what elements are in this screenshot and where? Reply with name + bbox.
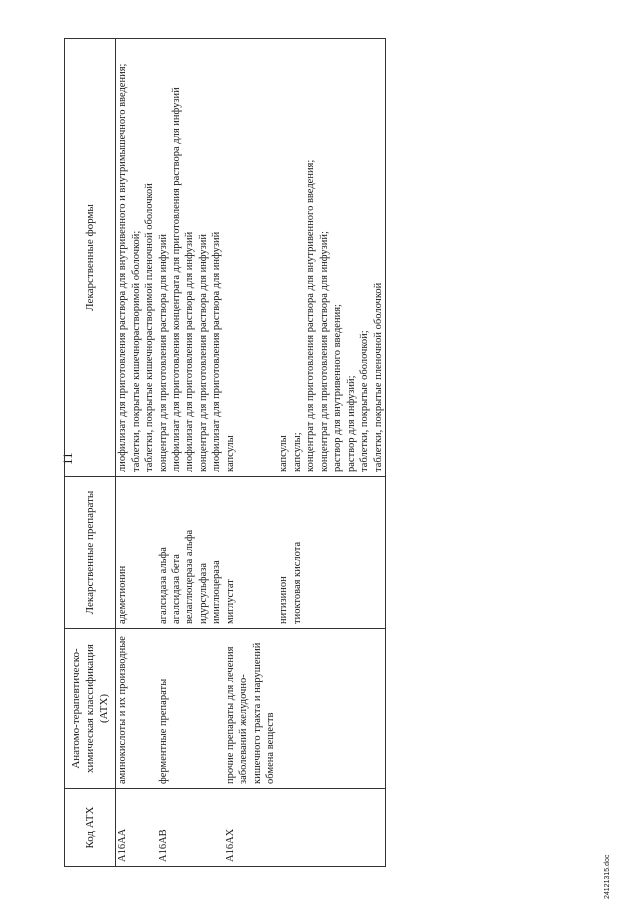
atc-class-cell	[170, 629, 183, 789]
drug-name-cell: адеметионин	[116, 477, 157, 629]
atc-class-cell	[277, 629, 290, 789]
atc-code-cell	[291, 789, 386, 867]
dosage-forms-cell	[183, 39, 196, 477]
drug-name-cell: тиоктовая кислота	[291, 477, 386, 629]
drug-name-cell: велаглюцераза альфа	[183, 477, 196, 629]
table-row	[224, 39, 278, 867]
dosage-forms-cell	[210, 39, 223, 477]
atc-class-cell	[197, 629, 210, 789]
drug-table	[64, 38, 386, 867]
table-row	[157, 39, 170, 867]
drug-name-cell: агалсидаза альфа	[157, 477, 170, 629]
table-row	[170, 39, 183, 867]
atc-code-cell: A16AX	[224, 789, 278, 867]
atc-class-cell: ферментные препараты	[157, 629, 170, 789]
atc-class-cell	[183, 629, 196, 789]
dosage-form-line: лиофилизат для приготовления раствора для инфузий	[184, 231, 196, 472]
dosage-forms-cell	[224, 39, 278, 477]
header-atc-class: Анатомо-терапевтическо-химическая классификация (АТХ)	[65, 629, 116, 789]
dosage-forms-cell	[291, 39, 386, 477]
atc-class-cell	[210, 629, 223, 789]
dosage-form-line: раствор для инфузий;	[345, 375, 357, 472]
atc-class-cell: прочие препараты для лечения заболеваний желудочно-кишечного тракта и нарушений обмена веществ	[224, 629, 278, 789]
header-forms: Лекарственные формы	[65, 39, 116, 477]
dosage-forms-cell	[197, 39, 210, 477]
drug-name-cell: агалсидаза бета	[170, 477, 183, 629]
dosage-form-line: капсулы;	[291, 432, 303, 472]
table-row	[116, 39, 157, 867]
atc-code-cell	[210, 789, 223, 867]
atc-code-cell: A16AB	[157, 789, 170, 867]
dosage-forms-cell	[116, 39, 157, 477]
drug-name-cell: идурсульфаза	[197, 477, 210, 629]
table-row	[197, 39, 210, 867]
dosage-forms-cell	[170, 39, 183, 477]
drug-name-cell: миглустат	[224, 477, 278, 629]
drug-name-cell: нитизинон	[277, 477, 290, 629]
dosage-form-line: таблетки, покрытые пленочной оболочкой	[372, 282, 384, 472]
drug-name-cell: имиглюцераза	[210, 477, 223, 629]
atc-class-cell: аминокислоты и их производные	[116, 629, 157, 789]
dosage-form-line: концентрат для приготовления раствора для инфузий	[157, 234, 169, 472]
dosage-form-line: лиофилизат для приготовления раствора для внутривенного и внутримышечного введения;	[117, 63, 129, 472]
dosage-forms-cell	[157, 39, 170, 477]
table-row	[183, 39, 196, 867]
dosage-form-line: таблетки, покрытые кишечнорастворимой оболочкой;	[130, 230, 142, 472]
atc-class-cell	[291, 629, 386, 789]
atc-code-cell	[183, 789, 196, 867]
dosage-form-line: концентрат для приготовления раствора для инфузий;	[318, 231, 330, 472]
atc-code-cell	[277, 789, 290, 867]
dosage-form-line: раствор для внутривенного введения;	[332, 304, 344, 472]
dosage-form-line: концентрат для приготовления раствора для внутривенного введения;	[305, 159, 317, 472]
dosage-form-line: лиофилизат для приготовления раствора для инфузий	[211, 231, 223, 472]
footer-doc-id: 24121315.doc	[604, 854, 611, 899]
page-number: 11	[60, 452, 75, 465]
table-row	[210, 39, 223, 867]
table-header-row	[65, 39, 116, 867]
table-row	[291, 39, 386, 867]
dosage-form-line: капсулы	[278, 435, 290, 472]
dosage-form-line: таблетки, покрытые оболочкой;	[359, 330, 371, 472]
dosage-form-line: лиофилизат для приготовления концентрата для приготовления раствора для инфузий	[170, 87, 182, 472]
header-drug: Лекарственные препараты	[65, 477, 116, 629]
atc-code-cell	[197, 789, 210, 867]
atc-code-cell	[170, 789, 183, 867]
dosage-form-line: концентрат для приготовления раствора для инфузий	[197, 234, 209, 472]
dosage-form-line: капсулы	[224, 435, 236, 472]
dosage-form-line: таблетки, покрытые кишечнорастворимой пленочной оболочкой	[144, 183, 156, 472]
table-row	[277, 39, 290, 867]
header-atc-code: Код АТХ	[65, 789, 116, 867]
dosage-forms-cell	[277, 39, 290, 477]
atc-code-cell: A16AA	[116, 789, 157, 867]
